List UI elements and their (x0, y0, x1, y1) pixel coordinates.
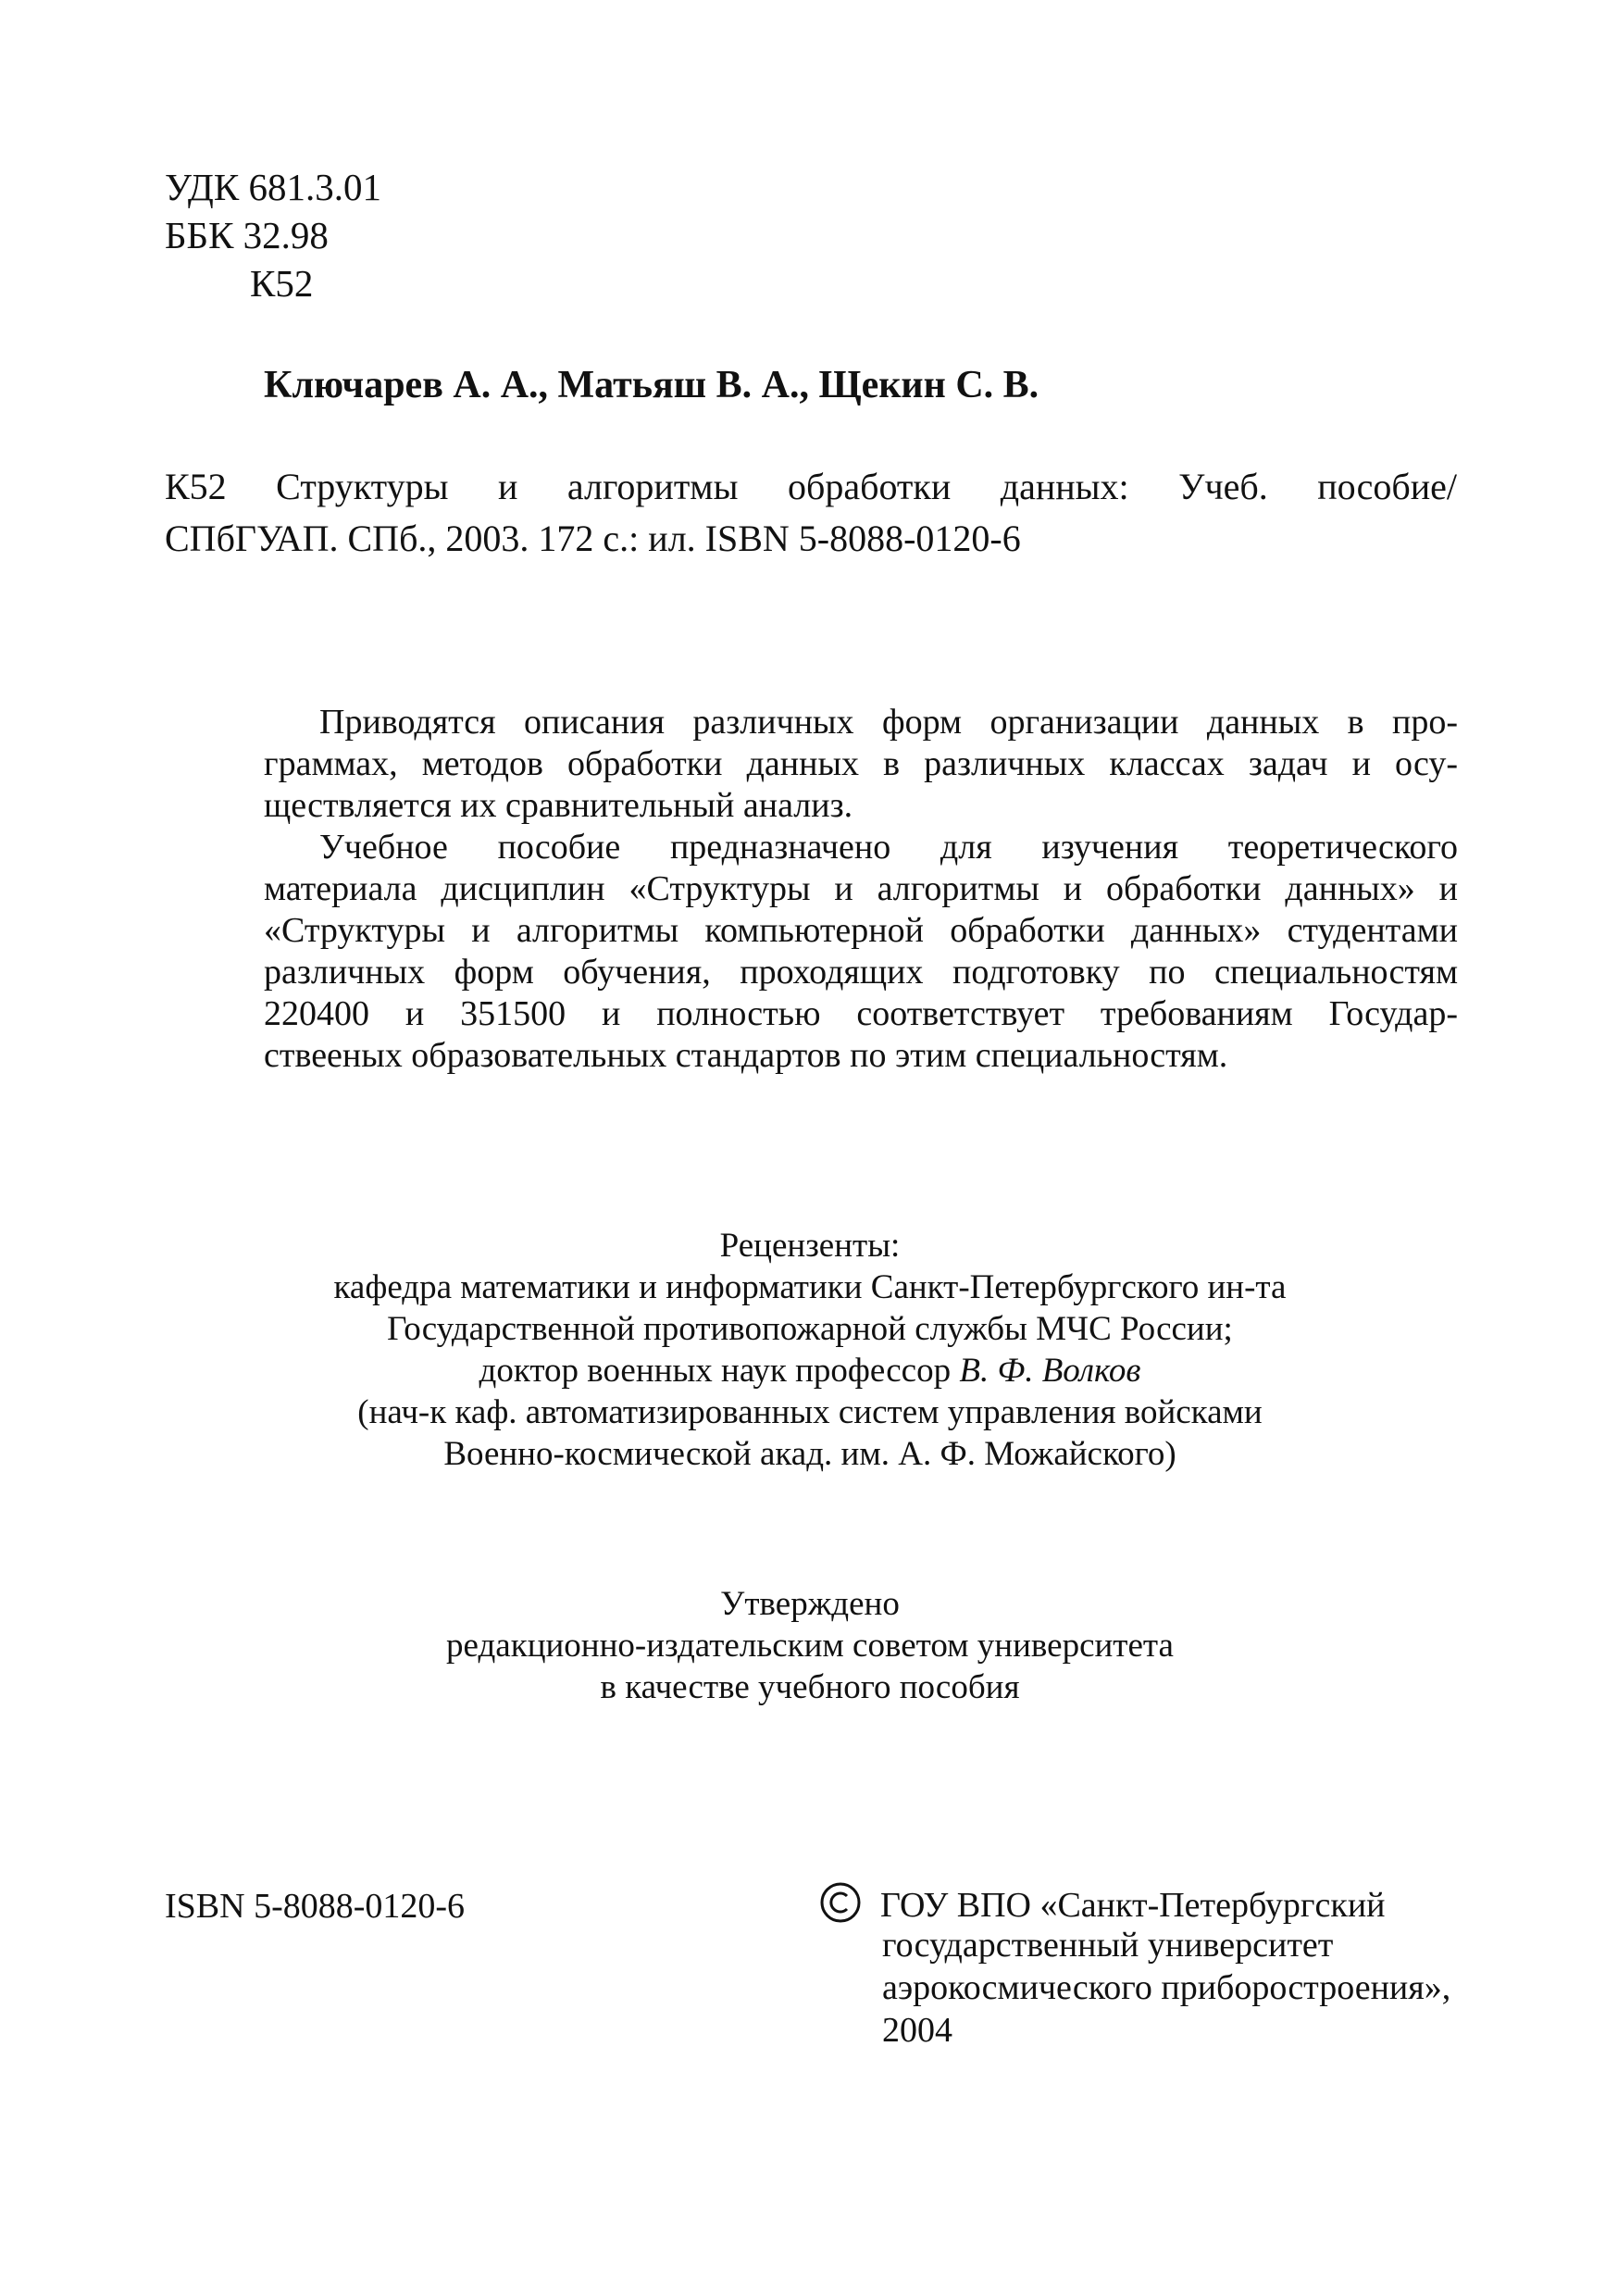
reviewer-line (264, 1350, 1356, 1391)
approval-line: в качестве учебного пособия (600, 1668, 1020, 1706)
udk-code: УДК 681.3.01 (165, 166, 381, 208)
annotation-line: граммах, методов обработки данных в различных классах задач и осу- (264, 744, 1458, 783)
annotation-line: материала дисциплин «Структуры и алгоритмы и обработки данных» и (264, 869, 1458, 908)
copyright-icon (819, 1881, 862, 1924)
reviewer-name: В. Ф. Волков (959, 1352, 1141, 1390)
title-line-1: К52 Структуры и алгоритмы обработки данных: Учеб. пособие/ (165, 466, 1457, 507)
reviewer-line: (нач-к каф. автоматизированных систем управления войсками (357, 1393, 1263, 1431)
reviewer-line: Военно-космической акад. им. А. Ф. Можайского) (443, 1435, 1176, 1473)
author-mark: К52 (250, 262, 314, 305)
title-line-2: СПбГУАП. СПб., 2003. 172 с.: ил. ISBN 5-8088-0120-6 (165, 518, 1021, 559)
annotation-line: Учебное пособие предназначено для изучения теоретического (319, 828, 1458, 867)
bbk-code: ББК 32.98 (165, 214, 329, 256)
reviewer-line: кафедра математики и информатики Санкт-Петербургского ин-та (333, 1268, 1287, 1306)
copyright-line: аэрокосмического приборостроения», (882, 1968, 1451, 2007)
classification-codes (165, 163, 381, 307)
copyright-line: государственный университет (882, 1926, 1334, 1965)
isbn: ISBN 5-8088-0120-6 (165, 1887, 466, 1926)
annotation-line: 220400 и 351500 и полностью соответствует требованиям Государ- (264, 994, 1458, 1033)
annotation-line: ществляется их сравнительный анализ. (264, 786, 853, 825)
reviewers (264, 1225, 1356, 1475)
reviewer-line: Государственной противопожарной службы МЧС России; (387, 1310, 1233, 1348)
copyright-year: 2004 (882, 2011, 952, 2050)
annotation (264, 702, 1458, 1077)
copyright-line (819, 1881, 1450, 1924)
reviewers-heading: Рецензенты: (719, 1227, 901, 1265)
copyright (819, 1881, 1450, 2052)
reviewer-title: доктор военных наук профессор (479, 1352, 960, 1390)
annotation-line: Приводятся описания различных форм организации данных в про- (319, 703, 1458, 742)
bibliographic-title (165, 461, 1457, 565)
annotation-line: различных форм обучения, проходящих подготовку по специальностям (264, 953, 1458, 992)
copyright-holder: ГОУ ВПО «Санкт-Петербургский (880, 1886, 1386, 1925)
annotation-line: ствееных образовательных стандартов по этим специальностям. (264, 1036, 1228, 1075)
annotation-line: «Структуры и алгоритмы компьютерной обработки данных» студентами (264, 911, 1458, 950)
approval-line: редакционно-издательским советом университета (446, 1627, 1174, 1665)
approval (412, 1583, 1208, 1708)
approval-line: Утверждено (720, 1585, 900, 1623)
authors: Ключарев А. А., Матьяш В. А., Щекин С. В. (264, 364, 1039, 406)
